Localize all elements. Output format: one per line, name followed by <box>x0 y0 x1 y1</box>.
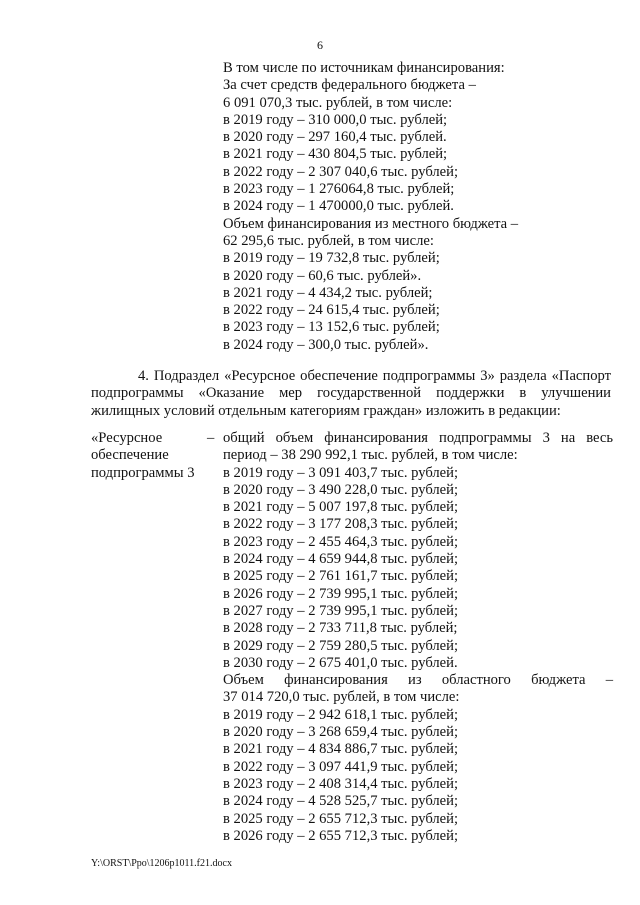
label-line: «Ресурсное <box>91 430 163 446</box>
funding-line: В том числе по источникам финансирования: <box>223 60 505 76</box>
value-line: в 2021 году – 5 007 197,8 тыс. рублей; <box>223 499 459 516</box>
value-line: в 2022 году – 3 097 441,9 тыс. рублей; <box>223 758 459 775</box>
file-path-footer: Y:\ORST\Ppo\1206p1011.f21.docx <box>91 858 232 869</box>
funding-line: в 2020 году – 60,6 тыс. рублей». <box>223 267 422 284</box>
value-line: 37 014 720,0 тыс. рублей, в том числе: <box>223 689 460 706</box>
value-line: в 2019 году – 2 942 618,1 тыс. рублей; <box>223 706 459 723</box>
funding-line: в 2024 году – 300,0 тыс. рублей». <box>223 336 429 353</box>
value-line: общий объем финансирования подпрограммы 3 на весь <box>223 430 613 446</box>
value-line: в 2020 году – 3 268 659,4 тыс. рублей; <box>223 724 459 741</box>
page-number: 6 <box>317 38 323 52</box>
funding-line: в 2021 году – 430 804,5 тыс. рублей; <box>223 146 448 163</box>
value-line: в 2024 году – 4 528 525,7 тыс. рублей; <box>223 793 459 810</box>
value-line: в 2024 году – 4 659 944,8 тыс. рублей; <box>223 551 459 568</box>
funding-line: Объем финансирования из местного бюджета – <box>223 215 519 232</box>
value-line: в 2022 году – 3 177 208,3 тыс. рублей; <box>223 516 459 533</box>
value-line: в 2019 году – 3 091 403,7 тыс. рублей; <box>223 464 459 481</box>
funding-line: в 2022 году – 24 615,4 тыс. рублей; <box>223 302 440 319</box>
resource-values-column <box>223 430 613 845</box>
funding-line: 62 295,6 тыс. рублей, в том числе: <box>223 232 434 249</box>
value-line: в 2027 году – 2 739 995,1 тыс. рублей; <box>223 602 459 619</box>
funding-line: 6 091 070,3 тыс. рублей, в том числе: <box>223 94 453 111</box>
funding-line: За счет средств федерального бюджета – <box>223 77 476 94</box>
paragraph-text: 4. Подраздел «Ресурсное обеспечение подпрограммы 3» раздела «Паспорт подпрограммы «Оказание мер государственной поддержки в улучшении жилищных условий отдельным категориям граждан» изложить в редакции: <box>91 368 611 419</box>
value-line: в 2023 году – 2 455 464,3 тыс. рублей; <box>223 533 459 550</box>
value-line: в 2030 году – 2 675 401,0 тыс. рублей. <box>223 654 458 671</box>
funding-line: в 2020 году – 297 160,4 тыс. рублей. <box>223 129 447 146</box>
funding-line: в 2019 году – 19 732,8 тыс. рублей; <box>223 250 440 267</box>
value-line: в 2028 году – 2 733 711,8 тыс. рублей; <box>223 620 458 637</box>
section-4-paragraph <box>91 368 611 420</box>
value-line: в 2029 году – 2 759 280,5 тыс. рублей; <box>223 637 459 654</box>
value-line: в 2026 году – 2 739 995,1 тыс. рублей; <box>223 585 459 602</box>
value-line: в 2021 году – 4 834 886,7 тыс. рублей; <box>223 741 459 758</box>
funding-line: в 2022 году – 2 307 040,6 тыс. рублей; <box>223 163 459 180</box>
funding-line: в 2023 году – 13 152,6 тыс. рублей; <box>223 319 440 336</box>
label-line: подпрограммы 3 <box>91 464 195 481</box>
resource-label-column <box>91 430 211 482</box>
funding-line: в 2023 году – 1 276064,8 тыс. рублей; <box>223 181 455 198</box>
value-line: в 2020 году – 3 490 228,0 тыс. рублей; <box>223 481 459 498</box>
value-line: Объем финансирования из областного бюджета – <box>223 672 613 689</box>
funding-line: в 2024 году – 1 470000,0 тыс. рублей. <box>223 198 454 215</box>
value-line: в 2025 году – 2 655 712,3 тыс. рублей; <box>223 810 459 827</box>
funding-line: в 2019 году – 310 000,0 тыс. рублей; <box>223 111 448 128</box>
value-line: в 2025 году – 2 761 161,7 тыс. рублей; <box>223 568 459 585</box>
value-line: в 2023 году – 2 408 314,4 тыс. рублей; <box>223 775 459 792</box>
funding-sources-block <box>223 60 623 354</box>
column-dash: – <box>207 430 215 446</box>
value-line: в 2026 году – 2 655 712,3 тыс. рублей; <box>223 827 459 844</box>
value-line: период – 38 290 992,1 тыс. рублей, в том числе: <box>223 447 518 464</box>
funding-line: в 2021 году – 4 434,2 тыс. рублей; <box>223 284 433 301</box>
label-line: обеспечение <box>91 447 169 464</box>
